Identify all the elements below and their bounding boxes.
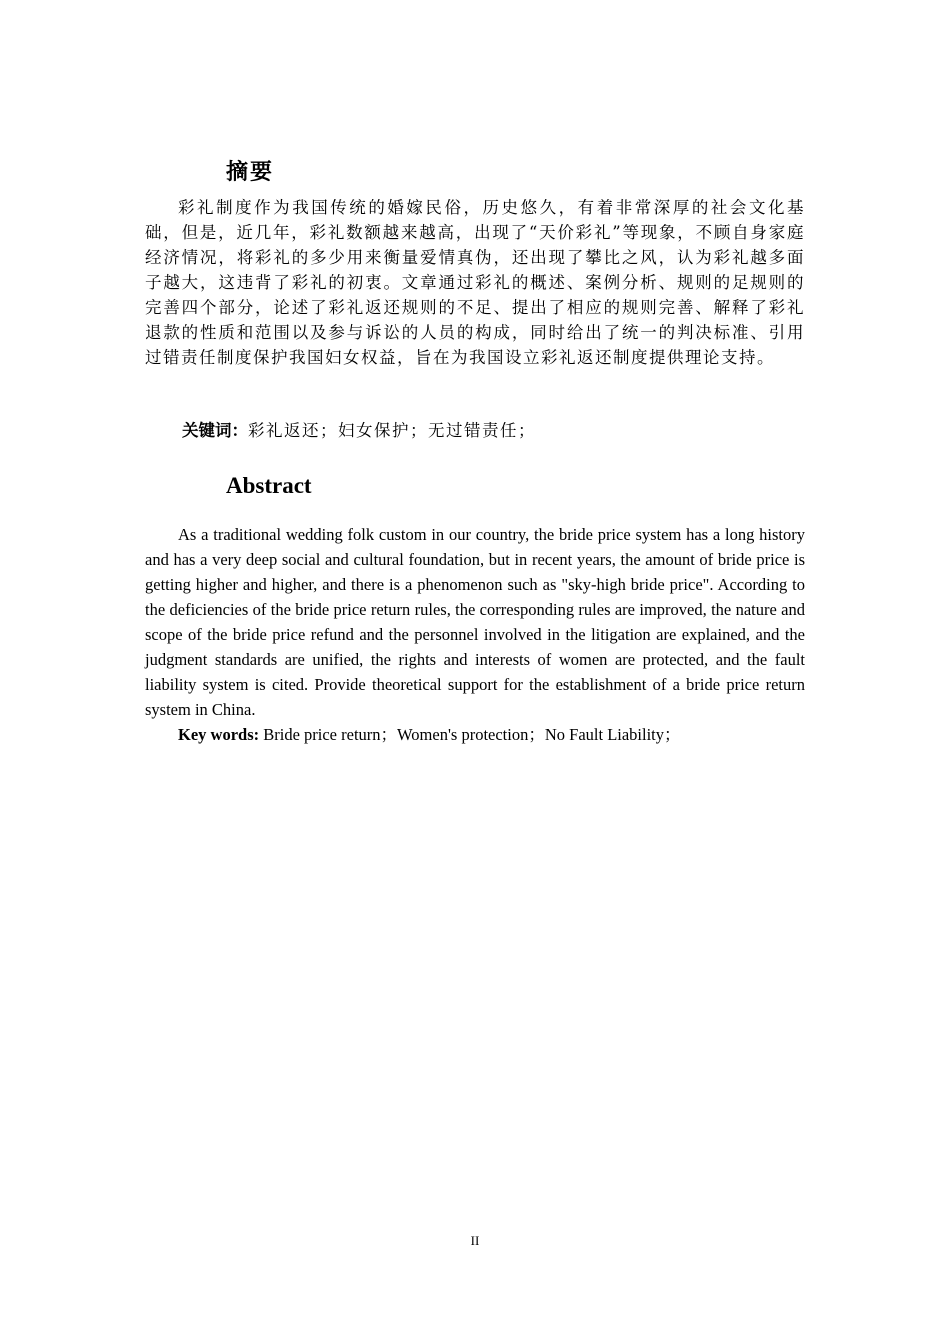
english-keywords — [178, 722, 808, 747]
english-keywords-text: Bride price return；Women's protection；No Fault Liability； — [259, 725, 681, 744]
chinese-abstract-title: 摘要 — [226, 160, 275, 185]
page-number: II — [470, 1233, 480, 1248]
english-abstract-body: As a traditional wedding folk custom in our country, the bride price system has a long history and has a very deep social and cultural foundation, but in recent years, the amount of bride price is getting higher and higher, and there is a phenomenon such as "sky-high bride price". According to the deficiencies of the bride price return rules, the corresponding rules are improved, the nature and scope of the bride price refund and the personnel involved in the litigation are explained, and the judgment standards are unified, the rights and interests of women are protected, and the fault liability system is cited. Provide theoretical support for the establishment of a bride price return system in China. — [145, 525, 805, 719]
english-keywords-label: Key words: — [178, 725, 260, 744]
chinese-keywords — [182, 418, 802, 443]
chinese-keywords-text: 彩礼返还；妇女保护；无过错责任； — [248, 421, 536, 440]
chinese-abstract-body: 彩礼制度作为我国传统的婚嫁民俗，历史悠久，有着非常深厚的社会文化基础，但是，近几年，彩礼数额越来越高，出现了“天价彩礼”等现象，不顾自身家庭经济情况，将彩礼的多少用来衡量爱情真伪，还出现了攀比之风，认为彩礼越多面子越大，这违背了彩礼的初衷。文章通过彩礼的概述、案例分析、规则的足规则的完善四个部分，论述了彩礼返还规则的不足、提出了相应的规则完善、解释了彩礼退款的性质和范围以及参与诉讼的人员的构成，同时给出了统一的判决标准、引用过错责任制度保护我国妇女权益，旨在为我国设立彩礼返还制度提供理论支持。 — [145, 198, 805, 367]
english-abstract-title: Abstract — [226, 473, 312, 498]
chinese-keywords-label: 关键词： — [182, 421, 248, 440]
